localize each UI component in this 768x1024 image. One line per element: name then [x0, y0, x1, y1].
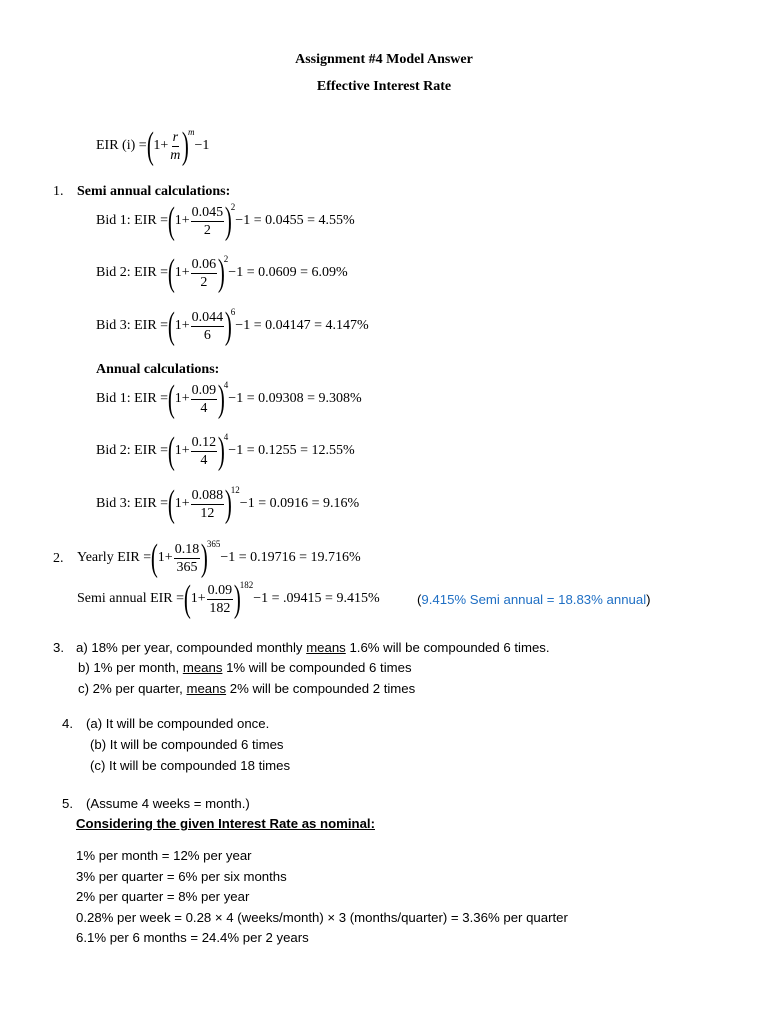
- eq-label: Semi annual EIR =: [77, 591, 185, 606]
- q5-line-4: 0.28% per week = 0.28 × 4 (weeks/month) × 3 (months/quarter) = 3.36% per quarter: [76, 910, 568, 925]
- eq-label: Bid 1: EIR =: [96, 213, 169, 228]
- q4-number: 4.: [62, 716, 73, 731]
- q3-number: 3.: [53, 640, 64, 655]
- eq-exponent: 2: [230, 202, 236, 212]
- q4-line-a: (a) It will be compounded once.: [86, 716, 270, 731]
- q1-annual-bid-1: Bid 1: EIR = ( 1+ $\frac{0.09}{4}$ ) 4 −1 = 0.09308 = 9.308%: [96, 378, 362, 420]
- eq-exponent: 12: [230, 485, 240, 495]
- q2-note-text: 9.415% Semi annual = 18.83% annual: [421, 592, 647, 607]
- eq-result: −1 = 0.19716 = 19.716%: [220, 550, 361, 565]
- q4-line-c: (c) It will be compounded 18 times: [90, 758, 291, 773]
- q5-number: 5.: [62, 796, 73, 811]
- eq-exponent: 6: [230, 307, 236, 317]
- q1-semi-bid-2: Bid 2: EIR = ( 1+ $\frac{0.06}{2}$ ) 2 −1 = 0.0609 = 6.09%: [96, 252, 348, 294]
- q5-line-5: 6.1% per 6 months = 24.4% per 2 years: [76, 930, 309, 945]
- eq-fraction: $\frac{0.12}{4}$: [191, 434, 217, 468]
- q3-line-c: c) 2% per quarter, means 2% will be compounded 2 times: [78, 681, 416, 696]
- q2-note: (9.415% Semi annual = 18.83% annual): [417, 592, 651, 607]
- eq-fraction: $\frac{0.18}{365}$: [174, 541, 200, 575]
- eq-result: −1 = .09415 = 9.415%: [253, 591, 380, 606]
- eq-exponent: 2: [223, 254, 229, 264]
- eq-exponent: 182: [239, 580, 254, 590]
- q5-line-1: 1% per month = 12% per year: [76, 848, 252, 863]
- eq-result: −1 = 0.04147 = 4.147%: [235, 318, 369, 333]
- q5-line-2: 3% per quarter = 6% per six months: [76, 869, 287, 884]
- eq-exponent: 4: [223, 432, 229, 442]
- q1-semi-heading: Semi annual calculations:: [77, 184, 231, 199]
- q1-annual-bid-3: Bid 3: EIR = ( 1+ $\frac{0.088}{12}$ ) 12 −1 = 0.0916 = 9.16%: [96, 483, 360, 525]
- eq-fraction: $\frac{0.044}{6}$: [191, 309, 224, 343]
- q2-semi-annual-eir: Semi annual EIR = ( 1+ $\frac{0.09}{182}$ ) 182 −1 = .09415 = 9.415%: [77, 578, 380, 620]
- eq-result: −1 = 0.09308 = 9.308%: [228, 391, 362, 406]
- q3-line-a: a) 18% per year, compounded monthly means 1.6% will be compounded 6 times.: [76, 640, 550, 655]
- q1-semi-bid-3: Bid 3: EIR = ( 1+ $\frac{0.044}{6}$ ) 6 −1 = 0.04147 = 4.147%: [96, 305, 369, 347]
- q5-intro: (Assume 4 weeks = month.): [86, 796, 250, 811]
- q4-line-b: (b) It will be compounded 6 times: [90, 737, 284, 752]
- eq-fraction: $\frac{0.09}{182}$: [207, 582, 233, 616]
- eq-label: Bid 3: EIR =: [96, 496, 169, 511]
- eq-result: −1 = 0.1255 = 12.55%: [228, 443, 355, 458]
- eq-result: −1 = 0.0609 = 6.09%: [228, 265, 348, 280]
- document-subtitle: Effective Interest Rate: [316, 79, 452, 94]
- q5-line-3: 2% per quarter = 8% per year: [76, 889, 250, 904]
- q3-line-b: b) 1% per month, means 1% will be compounded 6 times: [78, 660, 412, 675]
- eq-label: Bid 2: EIR =: [96, 265, 169, 280]
- eq-label: Bid 2: EIR =: [96, 443, 169, 458]
- eq-label: Yearly EIR =: [77, 550, 152, 565]
- document-title: Assignment #4 Model Answer: [295, 52, 473, 67]
- formula-tail: −1: [194, 138, 210, 153]
- eir-formula: EIR (i) = ( 1+ $\frac{r}{m}$ ) m −1: [96, 125, 210, 167]
- q1-number: 1.: [53, 184, 64, 199]
- formula-one-plus: 1+: [153, 138, 169, 153]
- eq-fraction: $\frac{0.088}{12}$: [191, 487, 224, 521]
- eq-result: −1 = 0.0455 = 4.55%: [235, 213, 355, 228]
- q5-heading: Considering the given Interest Rate as nominal:: [76, 816, 375, 831]
- eq-exponent: 4: [223, 380, 229, 390]
- eq-exponent: 365: [206, 539, 221, 549]
- eq-result: −1 = 0.0916 = 9.16%: [239, 496, 360, 511]
- formula-fraction: $\frac{r}{m}$: [170, 129, 181, 163]
- eq-label: Bid 1: EIR =: [96, 391, 169, 406]
- q1-annual-bid-2: Bid 2: EIR = ( 1+ $\frac{0.12}{4}$ ) 4 −1 = 0.1255 = 12.55%: [96, 430, 355, 472]
- q1-semi-bid-1: Bid 1: EIR = ( 1+ $\frac{0.045}{2}$ ) 2 −1 = 0.0455 = 4.55%: [96, 200, 355, 242]
- eq-fraction: $\frac{0.06}{2}$: [191, 256, 217, 290]
- eq-fraction: $\frac{0.045}{2}$: [191, 204, 224, 238]
- eq-label: Bid 3: EIR =: [96, 318, 169, 333]
- formula-exponent: m: [188, 127, 195, 137]
- q1-annual-heading: Annual calculations:: [96, 362, 220, 377]
- eq-fraction: $\frac{0.09}{4}$: [191, 382, 217, 416]
- q2-number: 2.: [53, 551, 64, 566]
- q2-yearly-eir: Yearly EIR = ( 1+ $\frac{0.18}{365}$ ) 365 −1 = 0.19716 = 19.716%: [77, 537, 361, 579]
- formula-lhs: EIR (i) =: [96, 138, 147, 153]
